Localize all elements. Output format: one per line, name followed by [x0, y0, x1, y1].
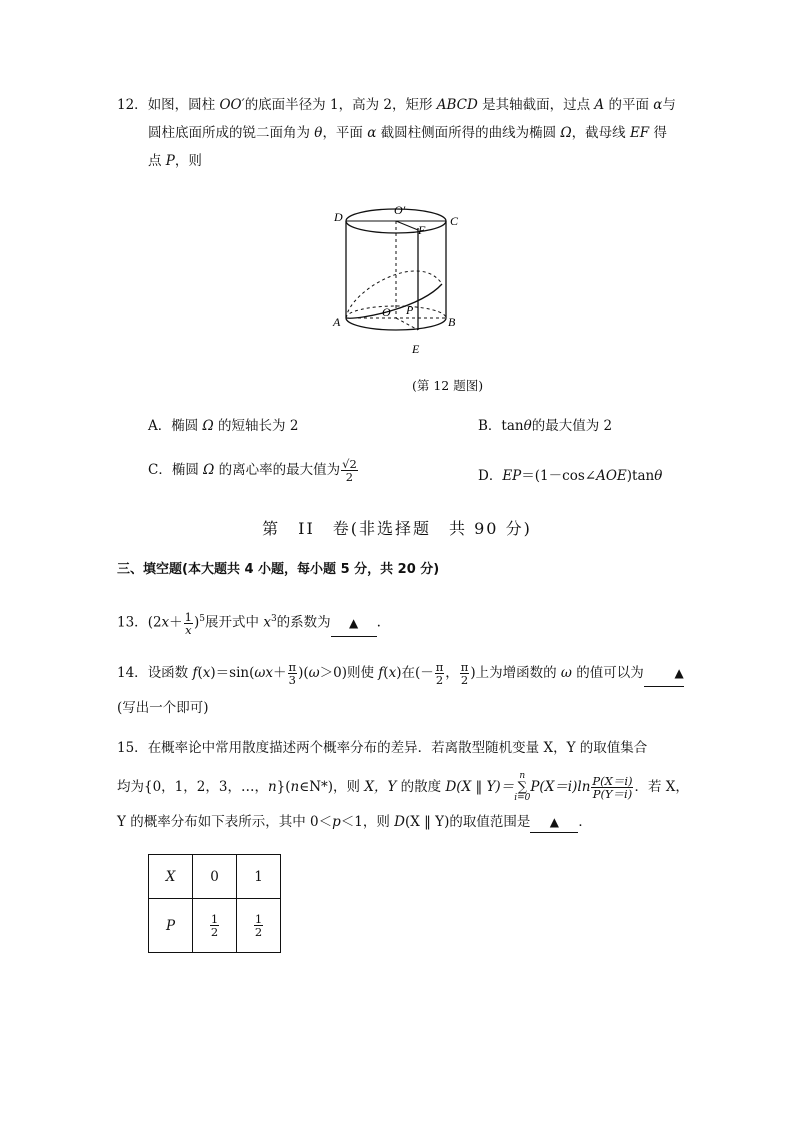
answer-blank[interactable]: ▲ [644, 660, 684, 687]
frac-den: 2 [254, 925, 263, 939]
text-run: tan [501, 418, 524, 434]
label-o: O [382, 305, 391, 319]
option-c-omega: Ω [203, 462, 215, 478]
q15-l3p: p [332, 814, 341, 830]
frac-num: √2 [342, 457, 357, 471]
question-number: 14． [117, 665, 148, 681]
frac-num: 1 [184, 609, 192, 624]
text-run: AOE [596, 468, 627, 484]
option-d-letter: D． [478, 468, 503, 484]
option-b-text [501, 418, 612, 434]
label-c: C [450, 214, 459, 228]
text-run: 如图，圆柱 [147, 97, 220, 113]
q15-l3D: D [394, 814, 405, 830]
q15-l2a: 均为{0，1，2，3，…， [117, 779, 268, 795]
q14-w: ω [308, 665, 320, 681]
text-run: 的底面半径为 1，高为 2，矩形 [244, 97, 437, 113]
text-run: Ω [202, 418, 214, 434]
text-run: α [367, 125, 377, 141]
q15-sum [514, 772, 530, 803]
bottom-ellipse-front [346, 318, 446, 330]
q13-plus: ＋ [169, 614, 183, 631]
text-run: 是其轴截面，过点 [477, 97, 595, 113]
figure-caption: (第 12 题图) [412, 378, 484, 393]
label-p: P [406, 303, 414, 317]
question-number: 12． [117, 97, 148, 113]
option-b[interactable] [478, 416, 612, 436]
frac-den: 2 [210, 925, 219, 939]
text-run: θ [314, 125, 323, 141]
q13-pre: (2 [147, 614, 162, 631]
text-run: 得 [649, 125, 667, 141]
q15-end: ． [578, 814, 592, 830]
text-run: ABCD [436, 97, 478, 113]
q15-l2f: P(X＝i)ln [530, 779, 591, 795]
text-run: 圆柱底面所成的锐二面角为 [148, 125, 315, 141]
q15-l2D: D [445, 779, 457, 795]
frac-num: P(X＝i) [592, 774, 633, 788]
q14-frac-a [435, 661, 445, 686]
label-d: D [334, 210, 343, 224]
q15-l2d: 的散度 [396, 779, 446, 795]
q15-l3a: Y 的概率分布如下表所示，其中 0＜ [117, 814, 333, 830]
q12-text-line1 [148, 97, 676, 113]
q14-comma: ， [445, 665, 459, 681]
option-c[interactable] [148, 458, 359, 483]
frac-num: 1 [210, 912, 219, 926]
q15-l2n: n [267, 779, 277, 795]
q12-text-line2 [148, 125, 667, 141]
q13-exp3: 3 [270, 614, 277, 624]
q14-t1: 设函数 [147, 665, 193, 681]
option-a[interactable] [148, 416, 298, 436]
table-cell: 1 [237, 855, 281, 899]
q13-x: x [161, 614, 170, 631]
q13-fraction [184, 611, 193, 636]
label-e: E [412, 342, 420, 356]
text-run: ，则 [174, 153, 202, 169]
q15-l2b: }( [276, 779, 291, 795]
q15-line2 [117, 772, 689, 803]
q14-t5: ＞0)则使 [319, 665, 379, 681]
q13-exp: 5 [199, 614, 206, 624]
text-run: 的平面 [604, 97, 654, 113]
frac-num: π [460, 660, 469, 674]
q13-text2: 的系数为 [276, 614, 331, 631]
q14-t6: ( [383, 665, 389, 681]
q14-t8: )上为增函数的 [470, 665, 561, 681]
option-c-fraction [341, 458, 358, 483]
label-f: F [418, 223, 426, 237]
frac-den: P(Y＝i) [592, 787, 633, 801]
q14-t3: )＝sin( [210, 665, 255, 681]
cell-fraction [210, 913, 219, 938]
answer-blank[interactable]: ▲ [331, 610, 377, 637]
sum-top: n [519, 771, 526, 781]
q12-line2 [148, 123, 667, 143]
text-run: A [594, 97, 605, 113]
q14 [117, 660, 684, 687]
table-cell: 0 [193, 855, 237, 899]
option-c-mid: 的离心率的最大值为 [214, 462, 341, 478]
q13 [117, 606, 381, 637]
tilted-ellipse-back [346, 271, 442, 318]
q13-end: . [376, 614, 381, 631]
q14-plus: ＋ [273, 665, 287, 681]
q14-t7: )在(－ [396, 665, 434, 681]
q14-line2: (写出一个即可) [117, 700, 209, 716]
sum-bottom: i=0 [514, 793, 531, 803]
section2-title: 第 II 卷(非选择题 共 90 分) [262, 519, 532, 538]
q14-frac-b [460, 661, 470, 686]
text-run: α [653, 97, 663, 113]
text-run: 的短轴长为 2 [213, 418, 299, 434]
q14-f2: f [378, 665, 384, 681]
text-run: OO′ [219, 97, 245, 113]
text-run: ，平面 [322, 125, 368, 141]
segment-of [396, 221, 418, 230]
text-run: ＝(1－cos∠ [521, 468, 597, 484]
q14-w2: ω [560, 665, 572, 681]
table-cell [193, 899, 237, 953]
frac-den: 2 [345, 470, 354, 484]
distribution-table [148, 854, 281, 953]
q14-wx: ωx [254, 665, 273, 681]
q14-x: x [202, 665, 211, 681]
text-run: P [165, 153, 175, 169]
option-c-letter: C． [148, 462, 172, 478]
table-row [149, 899, 281, 953]
q15-l2n2: n [290, 779, 300, 795]
q12-line1 [117, 95, 676, 115]
q14-t4: )( [298, 665, 309, 681]
table-row [149, 855, 281, 899]
frac-den: 3 [288, 673, 296, 687]
section3-heading: 三、填空题(本大题共 4 小题，每小题 5 分，共 20 分) [117, 562, 440, 577]
q13-text: 展开式中 [205, 614, 264, 631]
label-a: A [333, 315, 341, 329]
q15-l2xy: X，Y [364, 779, 397, 795]
text-run: θ [654, 468, 663, 484]
sum-sign: ∑ [517, 780, 527, 795]
q14-t2: ( [197, 665, 203, 681]
tilted-ellipse-front [346, 284, 442, 318]
text-run: EF [629, 125, 650, 141]
q15-l2g: ．若 X， [634, 779, 689, 795]
question-number: 13． [117, 614, 148, 631]
text-run: EP [502, 468, 522, 484]
q15-l3c: (X ‖ Y)的取值范围是 [404, 814, 531, 830]
q15-text-line1: 在概率论中常用散度描述两个概率分布的差异．若离散型随机变量 X，Y 的取值集合 [147, 740, 648, 756]
text-run: ，截母线 [571, 125, 630, 141]
frac-den: 2 [435, 673, 444, 687]
q13-x3: x [263, 614, 271, 631]
frac-num: π [288, 660, 297, 674]
cylinder-figure [330, 190, 480, 365]
text-run: θ [523, 418, 532, 434]
label-o-prime: O′ [394, 203, 406, 217]
frac-den: 2 [460, 673, 469, 687]
q15-l2c: ∈N*)，则 [299, 779, 365, 795]
option-b-letter: B． [478, 418, 502, 434]
q13-close: ) [194, 614, 200, 631]
text-run: 截圆柱侧面所得的曲线为椭圆 [376, 125, 561, 141]
text-run: )tan [626, 468, 655, 484]
q14-t9: 的值可以为 [571, 665, 644, 681]
table-cell [237, 899, 281, 953]
table-cell: P [149, 899, 193, 953]
text-run: Ω [560, 125, 572, 141]
segment-oe [396, 318, 418, 330]
text-run: 与 [662, 97, 676, 113]
table-cell: X [149, 855, 193, 899]
cell-fraction [254, 913, 263, 938]
q14-f: f [192, 665, 198, 681]
text-run: 点 [148, 153, 166, 169]
option-a-text [171, 418, 298, 434]
q15-l2e: (X ‖ Y)＝ [456, 779, 515, 795]
q12-line3 [148, 151, 202, 171]
q15-line3 [117, 812, 592, 833]
q12-text-line3 [148, 153, 202, 169]
option-c-pre: 椭圆 [171, 462, 204, 478]
frac-num: π [435, 660, 444, 674]
text-run: 椭圆 [171, 418, 203, 434]
option-d-text [502, 468, 662, 484]
frac-num: 1 [254, 912, 263, 926]
q15-l3b: ＜1，则 [340, 814, 395, 830]
label-b: B [448, 315, 456, 329]
frac-den: x [185, 622, 192, 637]
option-d[interactable] [478, 466, 662, 486]
text-run: 的最大值为 2 [531, 418, 613, 434]
q15-line1 [117, 738, 647, 758]
question-number: 15． [117, 740, 148, 756]
q14-x2: x [388, 665, 397, 681]
q14-frac-pi3 [288, 661, 298, 686]
answer-blank[interactable]: ▲ [530, 812, 578, 833]
q15-fraction [591, 775, 633, 800]
option-a-letter: A． [148, 418, 172, 434]
